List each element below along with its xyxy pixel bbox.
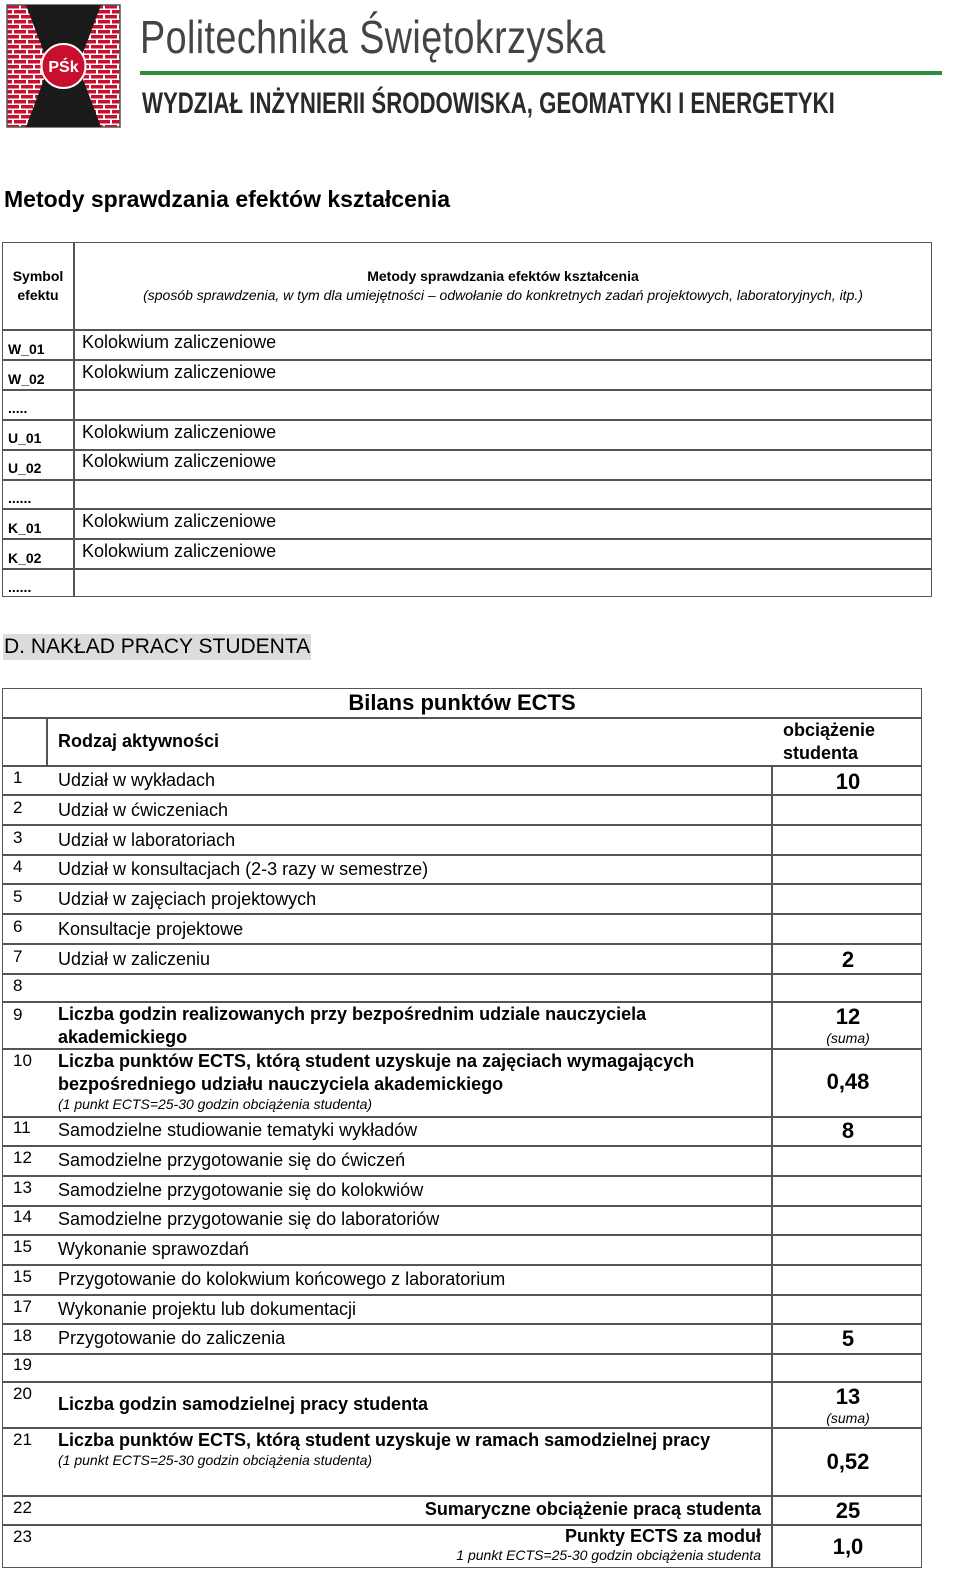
activity-label: Liczba punktów ECTS, którą student uzyskuje w ramach samodzielnej pracy — [58, 1430, 711, 1450]
activity-label: Udział w wykładach — [58, 770, 216, 790]
row-number: 17 — [13, 1297, 32, 1316]
header-divider — [140, 71, 942, 75]
row-divider — [3, 824, 921, 826]
activity-label: Przygotowanie do zaliczenia — [58, 1328, 286, 1348]
activity-label: Udział w laboratoriach — [58, 830, 236, 850]
activity-label: Konsultacje projektowe — [58, 919, 244, 939]
workload-value — [773, 1384, 923, 1426]
row-number: 9 — [13, 1005, 23, 1024]
activity-label: Liczba godzin samodzielnej pracy studenta — [58, 1394, 429, 1414]
ects-balance-table — [2, 688, 922, 1568]
module-ects-value: 1,0 — [832, 1534, 864, 1559]
row-number: 10 — [13, 1051, 32, 1070]
row-number: 23 — [13, 1527, 32, 1546]
verification-method: Kolokwium zaliczeniowe — [82, 451, 277, 471]
module-ects-label: Punkty ECTS za moduł — [564, 1526, 761, 1546]
workload-value: 8 — [841, 1118, 855, 1143]
workload-value: 2 — [841, 947, 855, 972]
module-ects-label-group — [456, 1526, 761, 1563]
row-divider — [3, 1175, 921, 1177]
row-number: 13 — [13, 1178, 32, 1197]
activity-label: Udział w konsultacjach (2-3 razy w semestrze) — [58, 859, 429, 879]
row-number: 3 — [13, 828, 23, 847]
activity-label: Udział w zaliczeniu — [58, 949, 211, 969]
sum-note: (suma) — [826, 1030, 870, 1046]
activity-label: Udział w ćwiczeniach — [58, 800, 229, 820]
activity-label: Wykonanie projektu lub dokumentacji — [58, 1299, 357, 1319]
workload-number: 12 — [835, 1004, 861, 1029]
verification-method: Kolokwium zaliczeniowe — [82, 511, 277, 531]
column-divider — [46, 717, 48, 765]
effect-symbol: W_01 — [8, 341, 45, 357]
workload-value: 0,48 — [826, 1069, 870, 1094]
activity-label: Liczba punktów ECTS, którą student uzyskuje na zajęciach wymagających bezpośredniego udziału nauczyciela akademickiego — [58, 1051, 695, 1094]
university-name: Politechnika Świętokrzyska — [140, 11, 606, 63]
effect-symbol: K_01 — [8, 520, 42, 536]
workload-value — [773, 1004, 923, 1046]
row-number: 5 — [13, 887, 23, 906]
verification-method: Kolokwium zaliczeniowe — [82, 422, 277, 442]
methods-table — [2, 242, 932, 597]
row-number: 8 — [13, 976, 23, 995]
column-header-workload: obciążenie studenta — [783, 720, 876, 763]
row-number: 15 — [13, 1237, 32, 1256]
row-divider — [3, 883, 921, 885]
svg-text:PŚk: PŚk — [48, 59, 79, 76]
sum-note: (suma) — [826, 1410, 870, 1426]
column-divider — [771, 765, 773, 1567]
row-number: 6 — [13, 917, 23, 936]
verification-method: Kolokwium zaliczeniowe — [82, 541, 277, 561]
faculty-name: WYDZIAŁ INŻYNIERII ŚRODOWISKA, GEOMATYKI I ENERGETYKI — [142, 87, 835, 120]
effect-symbol: ...... — [8, 579, 32, 595]
verification-method: Kolokwium zaliczeniowe — [82, 362, 277, 382]
activity-label: Samodzielne przygotowanie się do laboratoriów — [58, 1209, 440, 1229]
activity-label-group — [58, 1429, 738, 1468]
workload-value: 10 — [835, 769, 861, 794]
activity-label: Przygotowanie do kolokwium końcowego z laboratorium — [58, 1269, 506, 1289]
row-divider — [3, 1234, 921, 1236]
effect-symbol: W_02 — [8, 371, 45, 387]
total-workload-label: Sumaryczne obciążenie pracą studenta — [424, 1499, 761, 1519]
university-logo — [6, 4, 121, 128]
row-divider — [3, 1294, 921, 1296]
row-number: 22 — [13, 1498, 32, 1517]
row-divider — [3, 479, 931, 481]
row-divider — [3, 1264, 921, 1266]
row-divider — [3, 765, 921, 767]
row-number: 14 — [13, 1207, 32, 1226]
ects-conversion-note: (1 punkt ECTS=25-30 godzin obciążenia studenta) — [58, 1452, 373, 1468]
column-header-methods-subtitle: (sposób sprawdzenia, w tym dla umiejętności – odwołanie do konkretnych zadań projektowych, laboratoryjnych, itp.) — [143, 287, 863, 303]
row-divider — [3, 568, 931, 570]
row-number: 15 — [13, 1267, 32, 1286]
column-header-symbol: Symbol efektu — [12, 268, 64, 303]
activity-label: Udział w zajęciach projektowych — [58, 889, 317, 909]
row-divider — [3, 973, 921, 975]
row-number: 12 — [13, 1148, 32, 1167]
effect-symbol: ...... — [8, 490, 32, 506]
row-number: 20 — [13, 1384, 32, 1403]
effect-symbol: ..... — [8, 400, 28, 416]
activity-label-group — [58, 1050, 738, 1112]
ects-conversion-note: 1 punkt ECTS=25-30 godzin obciążenia studenta — [456, 1547, 761, 1563]
activity-label: Samodzielne przygotowanie się do ćwiczeń — [58, 1150, 406, 1170]
ects-balance-title: Bilans punktów ECTS — [348, 690, 576, 715]
row-number: 11 — [13, 1118, 31, 1137]
row-divider — [3, 1323, 921, 1325]
workload-number: 13 — [835, 1384, 861, 1409]
row-number: 2 — [13, 798, 23, 817]
column-header-activity: Rodzaj aktywności — [58, 731, 220, 751]
effect-symbol: K_02 — [8, 550, 42, 566]
row-divider — [3, 1145, 921, 1147]
effect-symbol: U_02 — [8, 460, 42, 476]
row-divider — [3, 389, 931, 391]
activity-label: Wykonanie sprawozdań — [58, 1239, 249, 1259]
row-divider — [3, 1205, 921, 1207]
row-divider — [3, 1381, 921, 1383]
row-divider — [3, 913, 921, 915]
row-number: 18 — [13, 1326, 32, 1345]
total-workload-value: 25 — [835, 1498, 861, 1523]
activity-label: Samodzielne przygotowanie się do kolokwiów — [58, 1180, 424, 1200]
row-divider — [3, 1353, 921, 1355]
row-divider — [3, 854, 921, 856]
row-number: 19 — [13, 1355, 32, 1374]
column-header-methods: Metody sprawdzania efektów kształcenia — [367, 268, 639, 284]
workload-value: 0,52 — [826, 1449, 870, 1474]
section-title-methods: Metody sprawdzania efektów kształcenia — [4, 186, 451, 212]
row-number: 21 — [13, 1430, 32, 1449]
effect-symbol: U_01 — [8, 430, 42, 446]
row-divider — [3, 1495, 921, 1497]
row-number: 4 — [13, 857, 23, 876]
verification-method: Kolokwium zaliczeniowe — [82, 332, 277, 352]
row-number: 1 — [13, 768, 23, 787]
row-divider — [3, 943, 921, 945]
activity-label: Liczba godzin realizowanych przy bezpośrednim udziale nauczyciela akademickiego — [58, 1004, 647, 1047]
row-number: 7 — [13, 947, 23, 966]
activity-label: Samodzielne studiowanie tematyki wykładów — [58, 1120, 418, 1140]
ects-conversion-note: (1 punkt ECTS=25-30 godzin obciążenia studenta) — [58, 1096, 373, 1112]
workload-value: 5 — [841, 1326, 855, 1351]
section-title-workload: D. NAKŁAD PRACY STUDENTA — [4, 635, 311, 658]
